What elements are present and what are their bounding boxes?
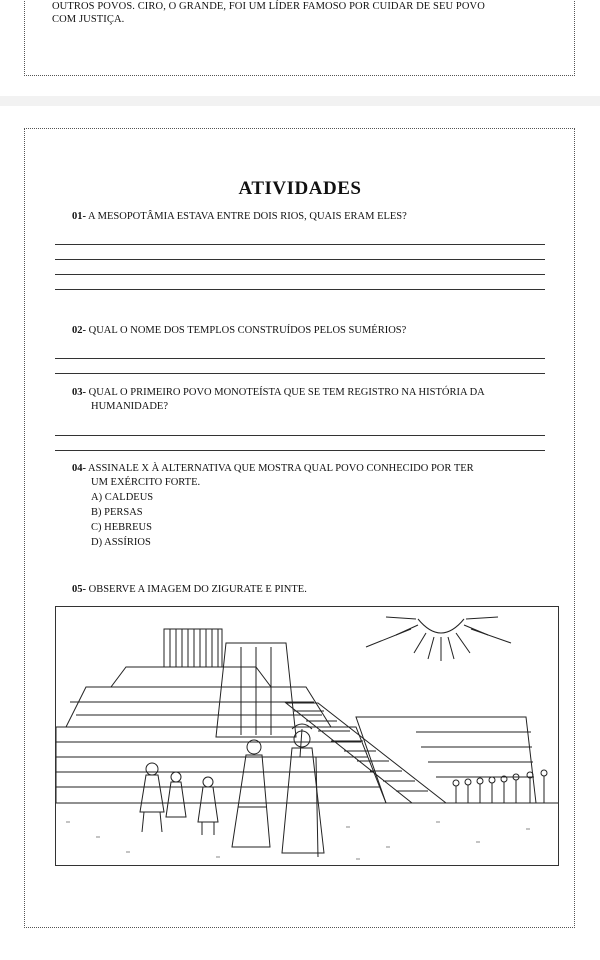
option-a[interactable]: A) CALDEUS xyxy=(91,492,154,503)
question-text: ASSINALE X À ALTERNATIVA QUE MOSTRA QUAL POVO CONHECIDO POR TER xyxy=(88,463,474,474)
previous-page-text xyxy=(52,0,562,26)
worksheet-title: ATIVIDADES xyxy=(238,178,362,199)
question-1 xyxy=(72,210,552,224)
question-number: 01- xyxy=(72,211,86,222)
question-4 xyxy=(72,462,552,490)
question-text: A MESOPOTÂMIA ESTAVA ENTRE DOIS RIOS, QUAIS ERAM ELES? xyxy=(88,211,407,222)
question-number: 03- xyxy=(72,387,86,398)
ziggurat-drawing xyxy=(56,607,559,866)
previous-text-line-1: OUTROS POVOS. CIRO, O GRANDE, FOI UM LÍDER FAMOSO POR CUIDAR DE SEU POVO xyxy=(52,1,485,12)
question-text-cont: UM EXÉRCITO FORTE. xyxy=(91,477,201,488)
question-number: 05- xyxy=(72,584,86,595)
question-text: OBSERVE A IMAGEM DO ZIGURATE E PINTE. xyxy=(88,584,307,595)
question-number: 02- xyxy=(72,325,86,336)
option-c[interactable]: C) HEBREUS xyxy=(91,522,152,533)
question-text: QUAL O PRIMEIRO POVO MONOTEÍSTA QUE SE TEM REGISTRO NA HISTÓRIA DA xyxy=(88,387,485,398)
answer-line[interactable] xyxy=(55,274,545,275)
question-text: QUAL O NOME DOS TEMPLOS CONSTRUÍDOS PELOS SUMÉRIOS? xyxy=(88,325,407,336)
question-number: 04- xyxy=(72,463,86,474)
page-separator xyxy=(0,96,600,106)
answer-line[interactable] xyxy=(55,289,545,290)
question-5 xyxy=(72,583,552,597)
question-text-cont: HUMANIDADE? xyxy=(91,401,168,412)
question-3 xyxy=(72,386,552,414)
answer-line[interactable] xyxy=(55,435,545,436)
procession-figures xyxy=(453,770,547,803)
foreground-figures xyxy=(140,724,324,857)
answer-line[interactable] xyxy=(55,244,545,245)
sun-icon xyxy=(366,617,511,661)
answer-line[interactable] xyxy=(55,259,545,260)
option-b[interactable]: B) PERSAS xyxy=(91,507,143,518)
answer-line[interactable] xyxy=(55,358,545,359)
ziggurat-illustration[interactable] xyxy=(55,606,559,866)
answer-line[interactable] xyxy=(55,373,545,374)
answer-line[interactable] xyxy=(55,450,545,451)
previous-text-line-2: COM JUSTIÇA. xyxy=(52,14,125,25)
option-d[interactable]: D) ASSÍRIOS xyxy=(91,537,151,548)
question-2 xyxy=(72,324,552,338)
